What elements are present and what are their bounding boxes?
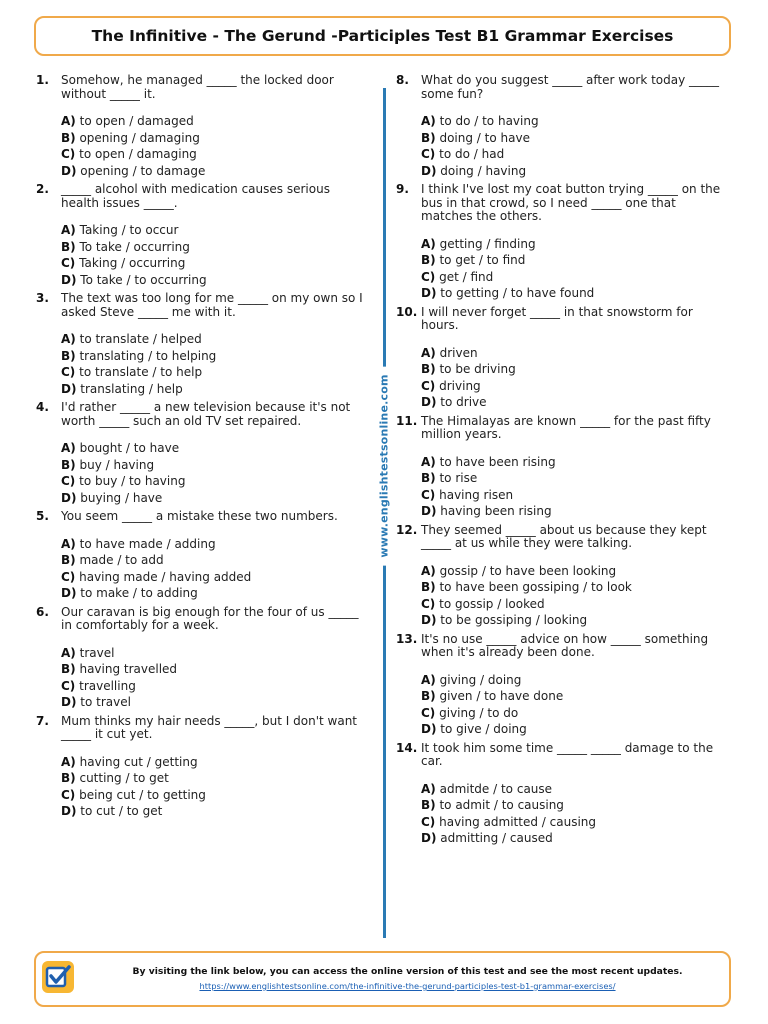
option-a[interactable]: A) to have made / adding	[61, 536, 216, 551]
question-7	[36, 715, 371, 820]
option-c[interactable]: C) to gossip / looked	[421, 596, 545, 611]
option-b[interactable]: B) buy / having	[61, 457, 155, 472]
option-c[interactable]: C) to do / had	[421, 147, 505, 161]
option-c[interactable]: C) driving	[421, 378, 481, 393]
question-number: 8.	[396, 73, 409, 87]
questions-column-right	[396, 74, 731, 851]
option-b[interactable]: B) to be driving	[421, 362, 516, 376]
question-stem: _____ alcohol with medication causes serious health issues _____.	[61, 182, 330, 210]
question-stem: I think I've lost my coat button trying _____ on the bus in that crowd, so I need _____ one that matches the others.	[421, 182, 721, 223]
question-4	[36, 401, 371, 506]
question-stem: The Himalayas are known _____ for the past fifty million years.	[421, 413, 711, 441]
question-stem: I'd rather _____ a new television because it's not worth _____ such an old TV set repaired.	[61, 400, 351, 428]
option-c[interactable]: C) having made / having added	[61, 569, 252, 584]
option-b[interactable]: B) made / to add	[61, 553, 164, 567]
question-12	[396, 524, 731, 629]
option-d[interactable]: D) to travel	[61, 695, 131, 709]
question-3	[36, 292, 371, 397]
option-a[interactable]: A) admitde / to cause	[421, 781, 553, 796]
question-stem: Somehow, he managed _____ the locked door without _____ it.	[61, 73, 334, 101]
question-stem: What do you suggest _____ after work today _____ some fun?	[421, 73, 720, 101]
question-number: 2.	[36, 182, 49, 196]
option-d[interactable]: D) admitting / caused	[421, 831, 553, 845]
question-14	[396, 742, 731, 847]
option-d[interactable]: D) to drive	[421, 395, 487, 409]
question-number: 6.	[36, 604, 49, 619]
option-a[interactable]: A) to have been rising	[421, 454, 556, 469]
footer-link[interactable]: https://www.englishtestsonline.com/the-infinitive-the-gerund-participles-test-b1-grammar-exercises/	[199, 981, 616, 991]
question-10	[396, 306, 731, 411]
page-title: The Infinitive - The Gerund -Participles Test B1 Grammar Exercises	[34, 16, 731, 56]
question-stem: They seemed _____ about us because they kept _____ at us while they were talking.	[421, 522, 707, 550]
question-stem: The text was too long for me _____ on my own so I asked Steve _____ me with it.	[61, 291, 363, 319]
question-number: 10.	[396, 304, 418, 319]
question-number: 14.	[396, 740, 418, 755]
option-d[interactable]: D) to make / to adding	[61, 586, 198, 600]
option-d[interactable]: D) having been rising	[421, 504, 552, 518]
option-a[interactable]: A) Taking / to occur	[61, 223, 179, 237]
option-a[interactable]: A) bought / to have	[61, 441, 180, 455]
option-c[interactable]: C) giving / to do	[421, 705, 519, 720]
question-13	[396, 633, 731, 738]
option-a[interactable]: A) giving / doing	[421, 672, 522, 687]
option-c[interactable]: C) to translate / to help	[61, 365, 203, 379]
question-9	[396, 183, 731, 302]
question-number: 9.	[396, 182, 409, 196]
question-8	[396, 74, 731, 179]
question-stem: You seem _____ a mistake these two numbers.	[61, 509, 338, 523]
option-b[interactable]: B) to have been gossiping / to look	[421, 580, 632, 594]
option-c[interactable]: C) being cut / to getting	[61, 787, 206, 802]
option-d[interactable]: D) to give / doing	[421, 722, 527, 736]
checkbox-check-icon	[42, 961, 74, 993]
question-1	[36, 74, 371, 179]
option-d[interactable]: D) translating / help	[61, 381, 183, 396]
question-stem: Our caravan is big enough for the four of us _____ in comfortably for a week.	[61, 604, 359, 632]
option-a[interactable]: A) gossip / to have been looking	[421, 563, 617, 578]
option-b[interactable]: B) to rise	[421, 471, 478, 485]
option-c[interactable]: C) to buy / to having	[61, 474, 186, 488]
footer-banner	[34, 951, 731, 1007]
option-b[interactable]: B) cutting / to get	[61, 771, 169, 785]
option-d[interactable]: D) To take / to occurring	[61, 272, 207, 287]
question-11	[396, 415, 731, 520]
option-c[interactable]: C) get / find	[421, 269, 494, 284]
option-d[interactable]: D) doing / having	[421, 163, 527, 178]
option-c[interactable]: C) having admitted / causing	[421, 814, 596, 829]
question-number: 7.	[36, 713, 49, 728]
question-number: 12.	[396, 522, 418, 537]
option-a[interactable]: A) travel	[61, 645, 115, 660]
option-b[interactable]: B) to admit / to causing	[421, 798, 564, 812]
question-stem: I will never forget _____ in that snowstorm for hours.	[421, 304, 693, 332]
option-c[interactable]: C) having risen	[421, 487, 514, 502]
option-b[interactable]: B) translating / to helping	[61, 348, 217, 363]
option-d[interactable]: D) opening / to damage	[61, 163, 206, 178]
question-number: 5.	[36, 509, 49, 523]
question-number: 1.	[36, 73, 49, 87]
question-2	[36, 183, 371, 288]
option-b[interactable]: B) opening / damaging	[61, 130, 200, 145]
option-a[interactable]: A) to open / damaged	[61, 114, 194, 128]
option-a[interactable]: A) having cut / getting	[61, 754, 198, 769]
question-6	[36, 606, 371, 711]
option-b[interactable]: B) given / to have done	[421, 689, 564, 703]
option-b[interactable]: B) doing / to have	[421, 130, 530, 145]
footer-text: By visiting the link below, you can access the online version of this test and see the most recent updates.	[132, 966, 683, 977]
option-b[interactable]: B) To take / occurring	[61, 239, 190, 254]
option-d[interactable]: D) to be gossiping / looking	[421, 613, 588, 627]
question-stem: It took him some time _____ _____ damage to the car.	[421, 740, 714, 768]
question-stem: It's no use _____ advice on how _____ something when it's already been done.	[421, 631, 709, 659]
option-a[interactable]: A) to translate / helped	[61, 332, 202, 346]
question-5	[36, 510, 371, 602]
option-c[interactable]: C) travelling	[61, 678, 136, 693]
option-a[interactable]: A) to do / to having	[421, 114, 539, 128]
option-a[interactable]: A) driven	[421, 345, 478, 360]
option-b[interactable]: B) having travelled	[61, 662, 178, 676]
question-number: 4.	[36, 400, 49, 414]
option-d[interactable]: D) to getting / to have found	[421, 286, 595, 300]
question-number: 13.	[396, 631, 418, 646]
option-c[interactable]: C) to open / damaging	[61, 147, 197, 161]
questions-column-left	[36, 74, 371, 824]
option-b[interactable]: B) to get / to find	[421, 253, 526, 267]
question-stem: Mum thinks my hair needs _____, but I don't want _____ it cut yet.	[61, 713, 358, 741]
question-number: 3.	[36, 291, 49, 305]
watermark: www.englishtestsonline.com	[374, 366, 395, 565]
question-number: 11.	[396, 413, 418, 428]
option-d[interactable]: D) buying / have	[61, 490, 163, 505]
option-a[interactable]: A) getting / finding	[421, 236, 536, 251]
option-d[interactable]: D) to cut / to get	[61, 804, 163, 818]
option-c[interactable]: C) Taking / occurring	[61, 256, 186, 270]
